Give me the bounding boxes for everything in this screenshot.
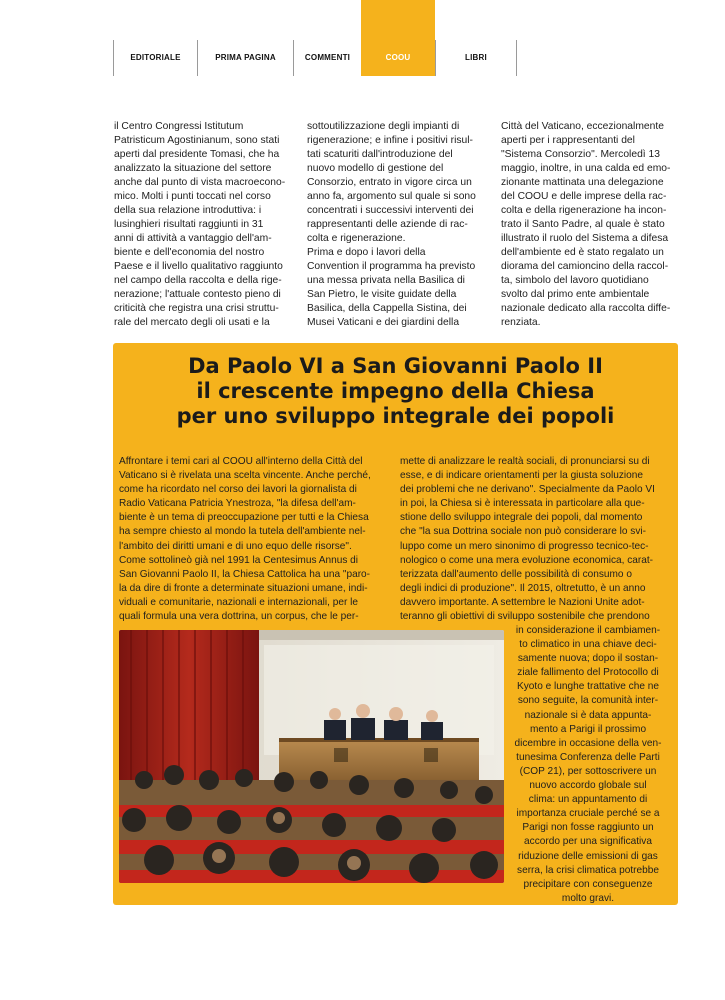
headline-line-1: Da Paolo VI a San Giovanni Paolo II xyxy=(188,354,603,378)
box-headline xyxy=(113,354,678,429)
article-column-2: sottoutilizzazione degli impianti di rigenerazione; e infine i positivi risul- tati scaturiti dall'introduzione del nuovo modello di gestione del Consorzio, entrato in vigore circa un anno fa, argomento sul quale si sono concentrati i successivi interventi dei rappresentanti delle aziende di rac- colta e rigenerazione. Prima e dopo i lavori della Convention il programma ha previsto una messa privata nella Basilica di San Pietro, le visite guidate della Basilica, della Cappella Sistina, dei Musei Vaticani e dei giardini della xyxy=(307,121,476,328)
box-column-2-wrap: in considerazione il cambiamen- to climatico in una chiave deci- samente nuova; dopo il sostan- ziale fallimento del Protocollo di Kyoto e lunghe trattative che ne sono seguite, la comunità inter- nazionale si è data appunta- mento a Parigi il prossimo dicembre in occasione della ven- tunesima Conferenza delle Parti (COP 21), per sottoscrivere un nuovo accordo globale sul clima: un appuntamento di importanza cruciale perché se a Parigi non fosse raggiunto un accordo per una significativa riduzione delle emissioni di gas serra, la crisi climatica potrebbe precipitare con conseguenze molto gravi. xyxy=(514,625,662,904)
nav-tab-prima-pagina[interactable]: PRIMA PAGINA xyxy=(197,40,293,76)
nav-tab-commenti[interactable]: COMMENTI xyxy=(293,40,361,76)
nav-tab-editoriale[interactable]: EDITORIALE xyxy=(113,40,197,76)
box-column-2: mette di analizzare le realtà sociali, di pronunciarsi su di esse, e di indicare orientamenti per la giusta soluzione dei problemi che ne derivano". Specialmente da Paolo VI in poi, la Chiesa si è interessata in particolare alla que- stione dello sviluppo integrale dei popoli, dal momento che "la sua Dottrina sociale non può considerare lo svi- luppo come un mero sinonimo di progresso tecnico-tec- nologico o come una mera evoluzione economica, carat- terizzata dall'aumento delle possibilità di consumo o degli indici di produzione". Il 2015, oltretutto, è un anno davvero importante. A settembre le Nazioni Unite adot- teranno gli obiettivi di sviluppo sostenibile che prendono xyxy=(400,456,655,623)
box-column-1: Affrontare i temi cari al COOU all'interno della Città del Vaticano si è rivelata una scelta vincente. Anche perché, come ha ricordato nel corso dei lavori la giornalista di Radio Vaticana Patricia Ynestroza, "la difesa dell'am- biente è un tema di preoccupazione per tutti e la Chiesa ha sempre chiesto al mondo la tutela dell'ambiente nel- l'ambito dei diritti umani e di uno equo delle risorse". Come sottolineò già nel 1991 la Centesimus Annus di San Giovanni Paolo II, la Chiesa Cattolica ha una "paro- la da dire di fronte a determinate situazioni umane, indi- viduali e comunitarie, nazionali e internazionali, per le quali formula una vera dottrina, un corpus, che le per- xyxy=(119,456,371,623)
conference-photo xyxy=(119,630,504,883)
article-column-1: il Centro Congressi Istitutum Patristicum Agostinianum, sono stati aperti dal presidente Tomasi, che ha analizzato la situazione del settore anche dal punto di vista macroecono- mico. Molti i punti toccati nel corso della sua relazione introduttiva: i lusinghieri risultati raggiunti in 31 anni di attività a vantaggio dell'am- biente e dell'economia del nostro Paese e il livello qualitativo raggiunto nel campo della raccolta e della rige- nerazione; l'attuale contesto pieno di criticità che registra una crisi struttu- rale del mercato degli oli usati e la xyxy=(114,121,286,328)
headline-line-2: il crescente impegno della Chiesa xyxy=(196,379,595,403)
nav-tab-coou[interactable]: COOU xyxy=(361,0,435,76)
nav-tab-libri[interactable]: LIBRI xyxy=(435,40,517,76)
top-navigation xyxy=(113,0,517,78)
article-column-3: Città del Vaticano, eccezionalmente aperti per i rappresentanti del "Sistema Consorzio". Mercoledì 13 maggio, inoltre, in una calda ed emo- zionante mattinata una delegazione del COOU e delle imprese della rac- colta e della rigenerazione ha incon- trato il Santo Padre, al quale è stato illustrato il ruolo del Sistema a difesa dell'ambiente ed è stato regalato un diorama del camioncino della raccol- ta, simbolo del lavoro quotidiano svolto dal primo ente ambientale nazionale dedicato alla raccolta diffe- renziata. xyxy=(501,121,671,328)
headline-line-3: per uno sviluppo integrale dei popoli xyxy=(176,404,615,428)
